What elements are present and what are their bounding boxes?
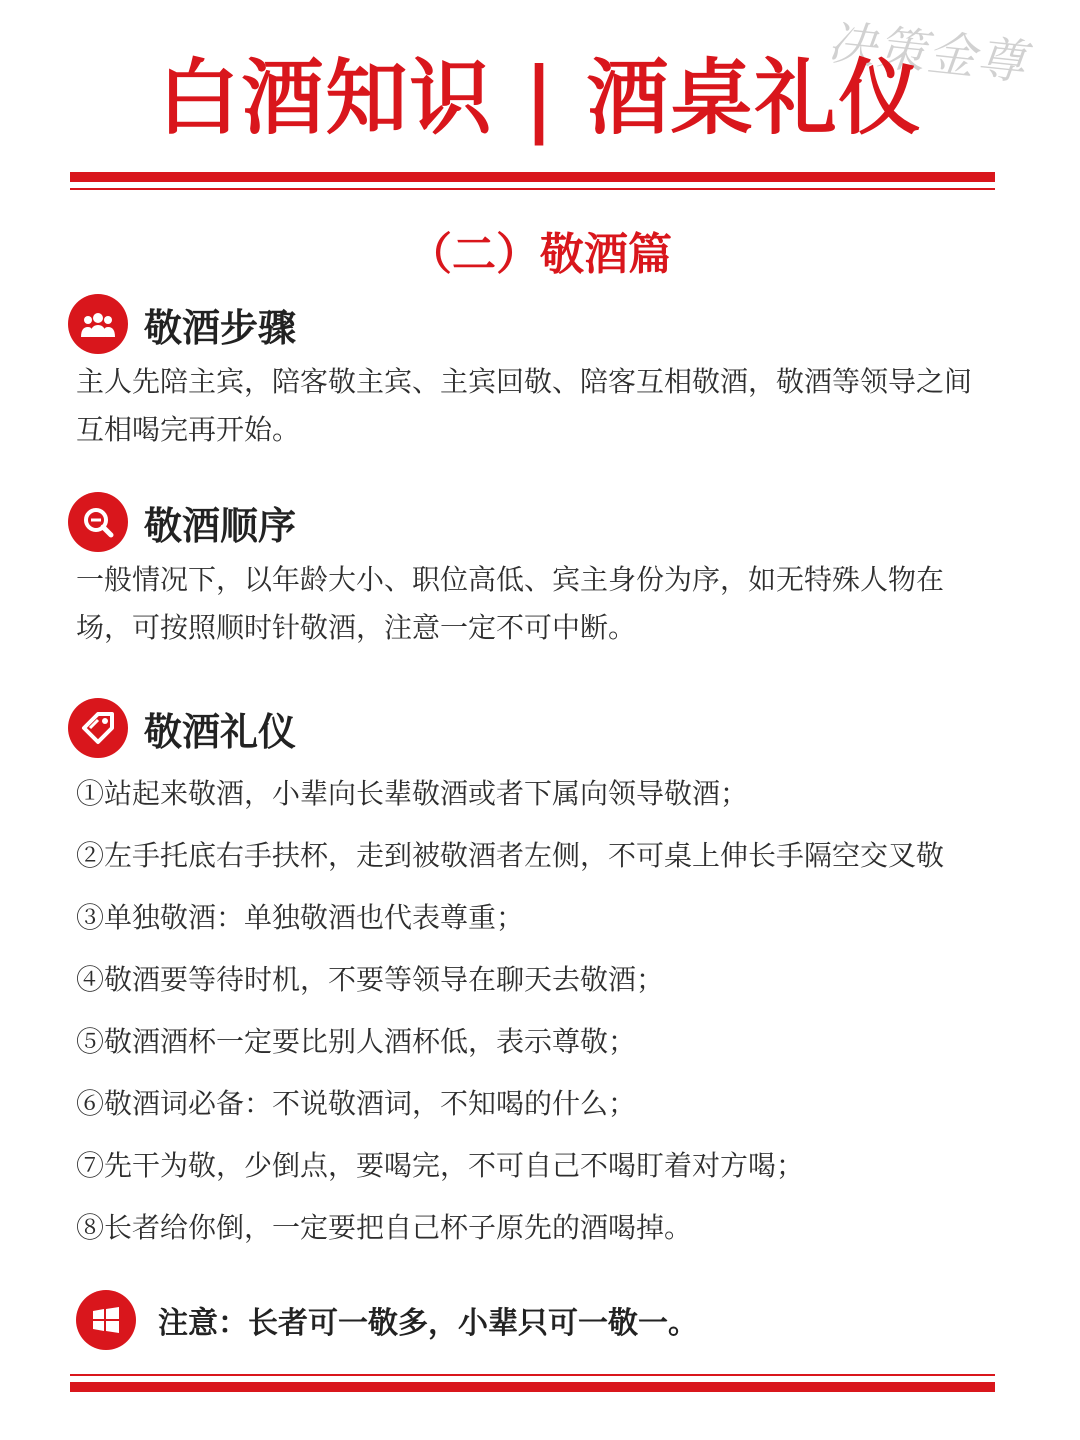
section-subtitle: （二）敬酒篇	[408, 229, 672, 280]
section-title: 敬酒礼仪	[144, 708, 297, 754]
section-steps-text: 主人先陪主宾，陪客敬主宾、主宾回敬、陪客互相敬酒，敬酒等领导之间互相喝完再开始。	[76, 365, 973, 446]
bottom-divider-thin	[70, 1374, 995, 1376]
section-title: 敬酒步骤	[144, 304, 297, 350]
windows-icon	[76, 1290, 136, 1350]
tag-icon	[68, 698, 128, 758]
group-icon	[68, 294, 128, 354]
page-title: 白酒知识 | 酒桌礼仪	[157, 50, 923, 146]
list-item: ④敬酒要等待时机，不要等领导在聊天去敬酒；	[76, 963, 665, 996]
note-text: 注意：长者可一敬多，小辈只可一敬一。	[158, 1306, 698, 1341]
section-etiquette-header	[68, 698, 296, 758]
list-item: ③单独敬酒：单独敬酒也代表尊重；	[76, 901, 525, 934]
top-divider-thin	[70, 188, 995, 190]
top-divider-thick	[70, 172, 995, 182]
list-item: ⑥敬酒词必备：不说敬酒词，不知喝的什么；	[76, 1087, 637, 1120]
section-title: 敬酒顺序	[144, 502, 297, 548]
watermark: 决策金尊	[825, 14, 1030, 92]
list-item: ⑧长者给你倒，一定要把自己杯子原先的酒喝掉。	[76, 1211, 693, 1244]
list-item: ②左手托底右手扶杯，走到被敬酒者左侧，不可桌上伸长手隔空交叉敬	[76, 839, 945, 872]
section-order-text: 一般情况下，以年龄大小、职位高低、宾主身份为序，如无特殊人物在场，可按照顺时针敬酒，注意一定不可中断。	[76, 563, 945, 644]
etiquette-list	[76, 770, 1016, 1266]
bottom-divider-thick	[70, 1382, 995, 1392]
section-order-header	[68, 492, 296, 552]
note	[76, 1290, 698, 1350]
list-item: ⑤敬酒酒杯一定要比别人酒杯低，表示尊敬；	[76, 1025, 637, 1058]
section-steps-header	[68, 294, 296, 354]
list-item: ⑦先干为敬，少倒点，要喝完，不可自己不喝盯着对方喝；	[76, 1149, 805, 1182]
list-item: ①站起来敬酒，小辈向长辈敬酒或者下属向领导敬酒；	[76, 777, 749, 810]
search-icon	[68, 492, 128, 552]
